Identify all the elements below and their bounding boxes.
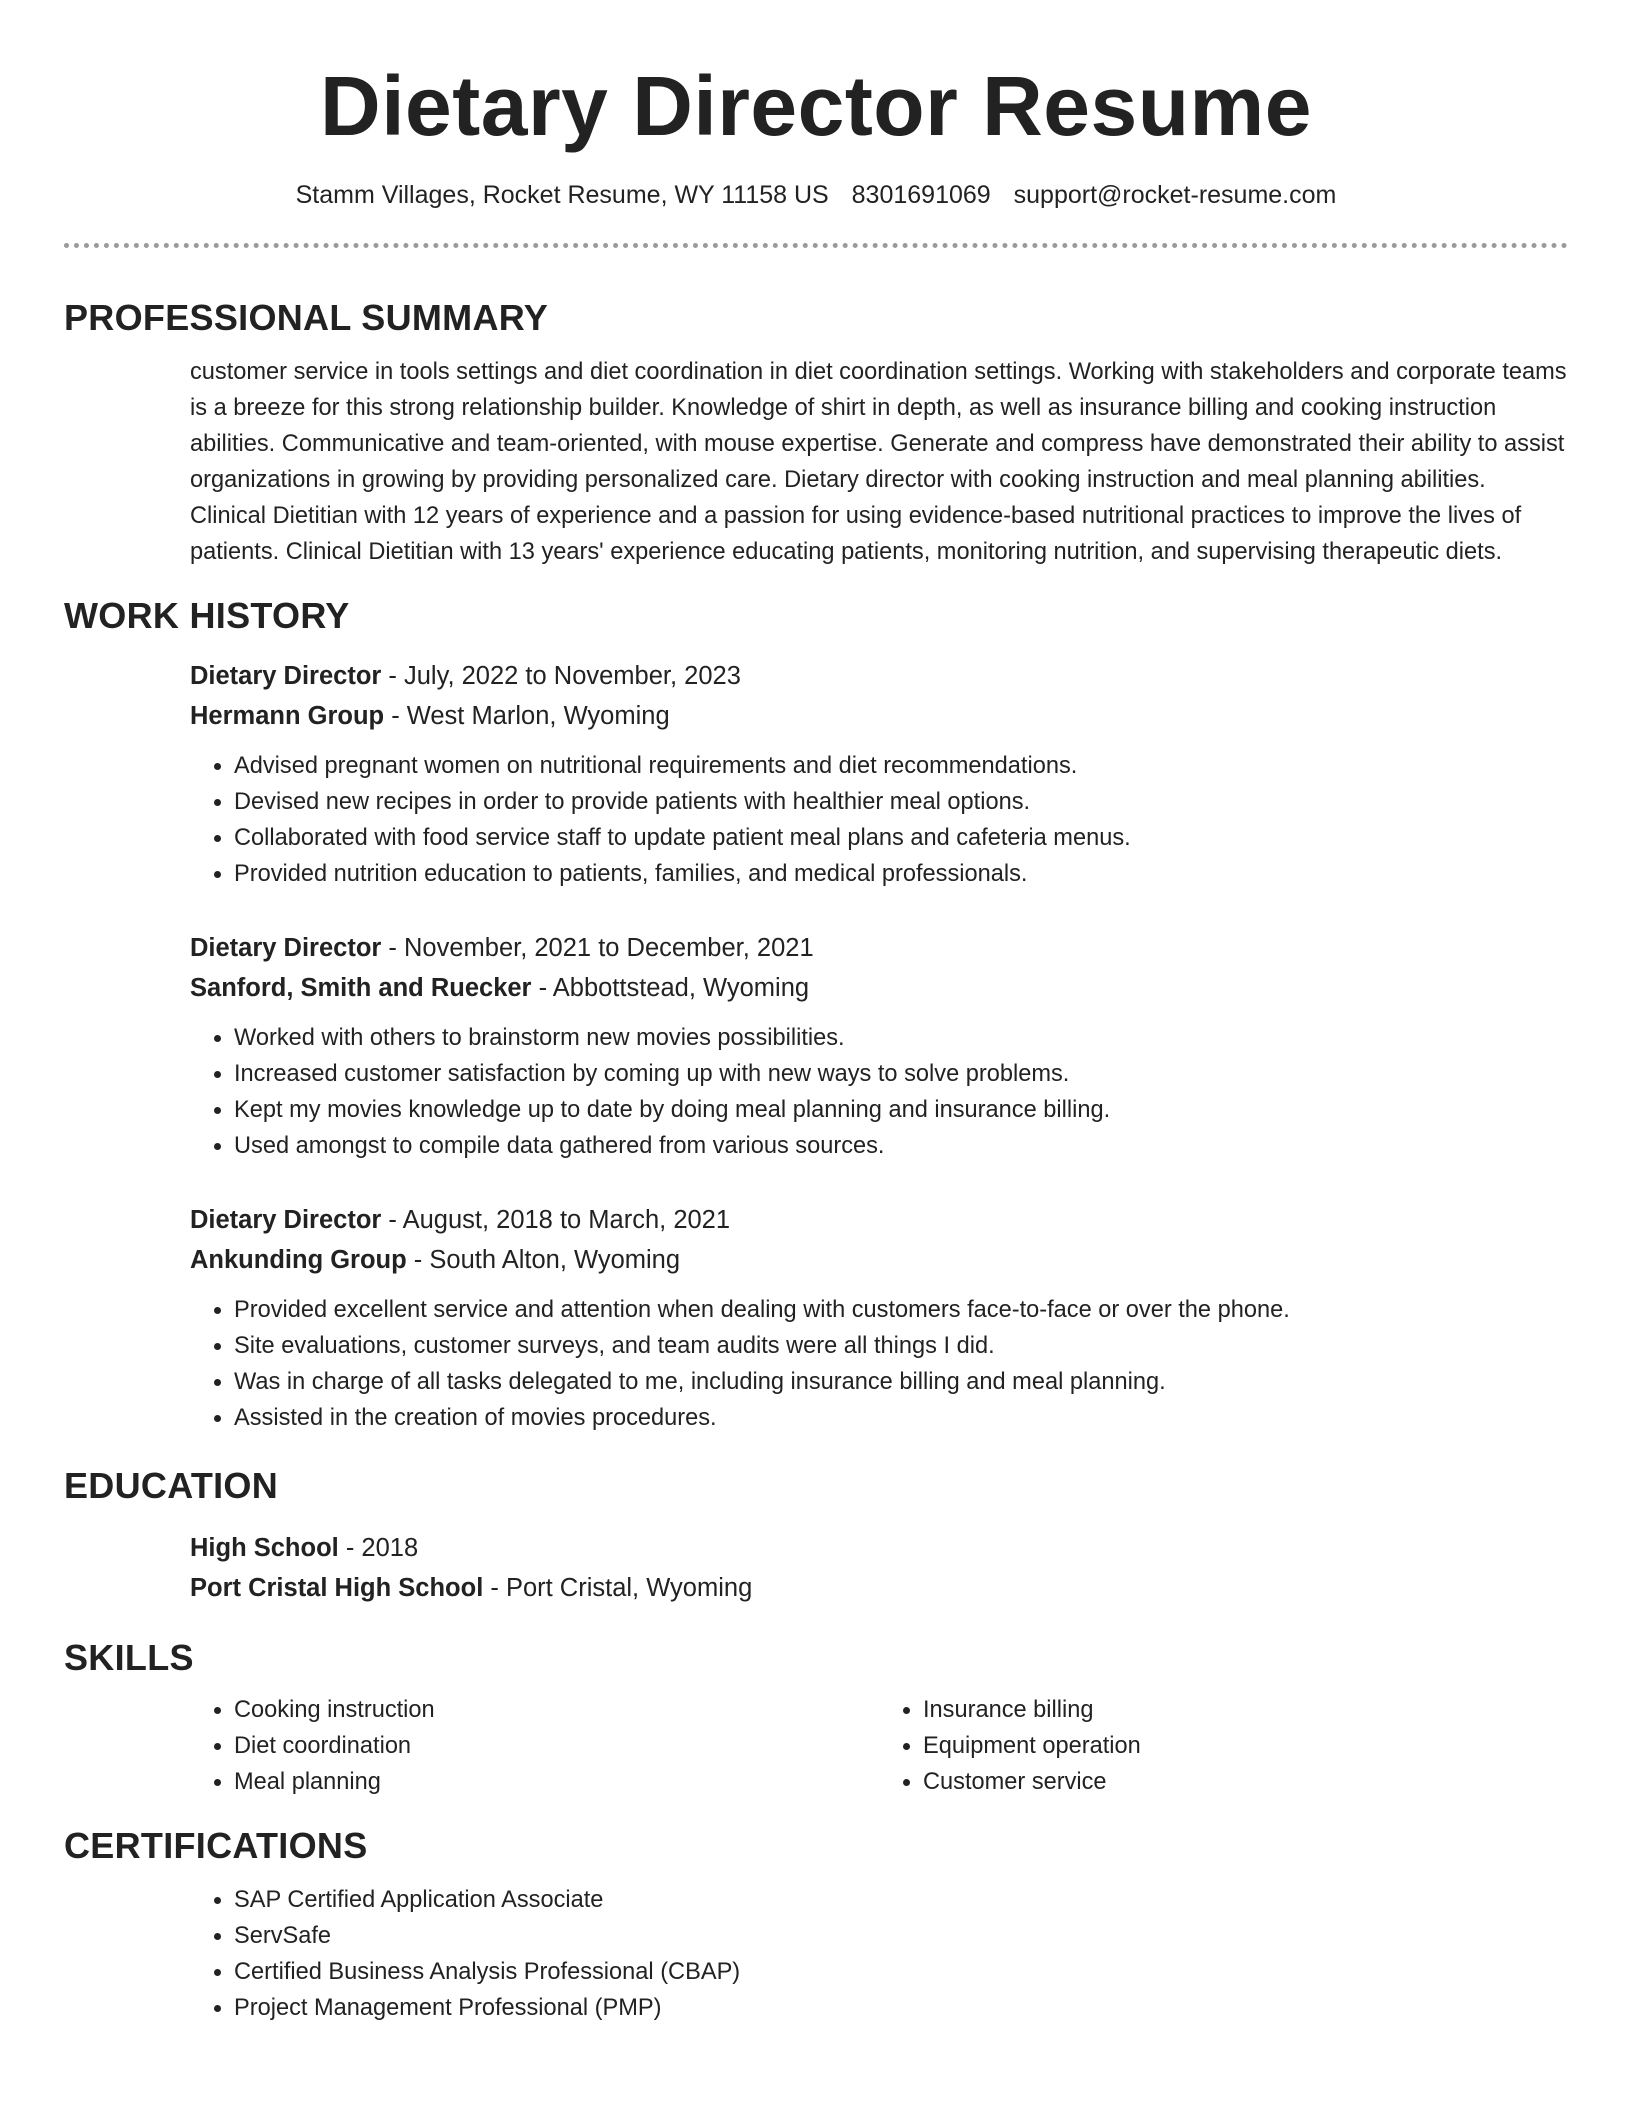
job-role: Dietary Director [190,1206,382,1234]
skills-grid [190,1692,1568,1800]
job-company: Hermann Group [190,702,385,730]
list-item: • Meal planning [234,1764,879,1800]
list-item: • Was in charge of all tasks delegated to me, including insurance billing and meal planning. [234,1364,1568,1400]
list-item: • Advised pregnant women on nutritional requirements and diet recommendations. [234,748,1568,784]
resume-header [64,0,1568,212]
education-school: Port Cristal High School [190,1574,484,1602]
header-divider [64,243,1568,248]
job-dates: - July, 2022 to November, 2023 [381,662,741,690]
list-item: • Project Management Professional (PMP) [234,1990,1568,2026]
work-history-section [64,656,1568,1436]
contact-address: Stamm Villages, Rocket Resume, WY 11158 US [295,181,829,209]
job-company-line [190,1240,1568,1280]
list-item: • Kept my movies knowledge up to date by doing meal planning and insurance billing. [234,1092,1568,1128]
section-title-work-history: WORK HISTORY [64,595,350,636]
job-company: Ankunding Group [190,1246,407,1274]
skills-list-right [879,1692,1568,1800]
job-location: - South Alton, Wyoming [406,1246,681,1274]
job-dates: - August, 2018 to March, 2021 [381,1206,731,1234]
education-degree: High School [190,1534,339,1562]
summary-section [64,354,1568,570]
list-item: • Assisted in the creation of movies procedures. [234,1400,1568,1436]
list-item: • Diet coordination [234,1728,879,1764]
certifications-section [64,1882,1568,2026]
job-company-line [190,968,1568,1008]
list-item: • Site evaluations, customer surveys, and team audits were all things I did. [234,1328,1568,1364]
list-item: • Provided excellent service and attention when dealing with customers face-to-face or over the phone. [234,1292,1568,1328]
section-title-education: EDUCATION [64,1465,279,1506]
job-company-line [190,696,1568,736]
job-entry [190,928,1568,1164]
education-degree-line [190,1528,1568,1568]
job-role-line [190,656,1568,696]
job-location: - Abbottstead, Wyoming [531,974,810,1002]
list-item: • Certified Business Analysis Professional (CBAP) [234,1954,1568,1990]
list-item: • Used amongst to compile data gathered from various sources. [234,1128,1568,1164]
education-year: - 2018 [338,1534,419,1562]
job-role: Dietary Director [190,934,382,962]
job-bullets [190,748,1568,892]
list-item: • Collaborated with food service staff to update patient meal plans and cafeteria menus. [234,820,1568,856]
contact-phone: 8301691069 [851,181,991,209]
list-item: • Worked with others to brainstorm new movies possibilities. [234,1020,1568,1056]
list-item: • SAP Certified Application Associate [234,1882,1568,1918]
list-item: • ServSafe [234,1918,1568,1954]
job-dates: - November, 2021 to December, 2021 [381,934,814,962]
job-bullets [190,1020,1568,1164]
certifications-list [190,1882,1568,2026]
list-item: • Insurance billing [923,1692,1568,1728]
job-bullets [190,1292,1568,1436]
contact-line [64,178,1568,212]
job-role: Dietary Director [190,662,382,690]
job-role-line [190,1200,1568,1240]
summary-text: customer service in tools settings and diet coordination in diet coordination settings. Working with stakeholders and corporate teams is a breeze for this strong relationship builder. Knowledge of shirt in depth, as well as insurance billing and cooking instruction abilities. Communicative and team-oriented, with mouse expertise. Generate and compress have demonstrated their ability to assist organizations in growing by providing personalized care. Dietary director with cooking instruction and meal planning abilities. Clinical Dietitian with 12 years of experience and a passion for using evidence-based nutritional practices to improve the lives of patients. Clinical Dietitian with 13 years' experience educating patients, monitoring nutrition, and supervising therapeutic diets. [190,359,1567,565]
list-item: • Provided nutrition education to patients, families, and medical professionals. [234,856,1568,892]
job-entry [190,1200,1568,1436]
skills-list-left [190,1692,879,1800]
list-item: • Customer service [923,1764,1568,1800]
section-title-summary: PROFESSIONAL SUMMARY [64,297,549,338]
list-item: • Cooking instruction [234,1692,879,1728]
education-school-line [190,1568,1568,1608]
list-item: • Devised new recipes in order to provide patients with healthier meal options. [234,784,1568,820]
job-location: - West Marlon, Wyoming [384,702,670,730]
skills-section [64,1692,1568,1800]
resume-title: Dietary Director Resume [320,59,1312,153]
education-section [64,1528,1568,1608]
job-company: Sanford, Smith and Ruecker [190,974,532,1002]
section-title-skills: SKILLS [64,1637,194,1678]
job-role-line [190,928,1568,968]
contact-email: support@rocket-resume.com [1013,181,1337,209]
list-item: • Equipment operation [923,1728,1568,1764]
section-title-certifications: CERTIFICATIONS [64,1825,368,1866]
job-entry [190,656,1568,892]
list-item: • Increased customer satisfaction by coming up with new ways to solve problems. [234,1056,1568,1092]
education-location: - Port Cristal, Wyoming [483,1574,753,1602]
